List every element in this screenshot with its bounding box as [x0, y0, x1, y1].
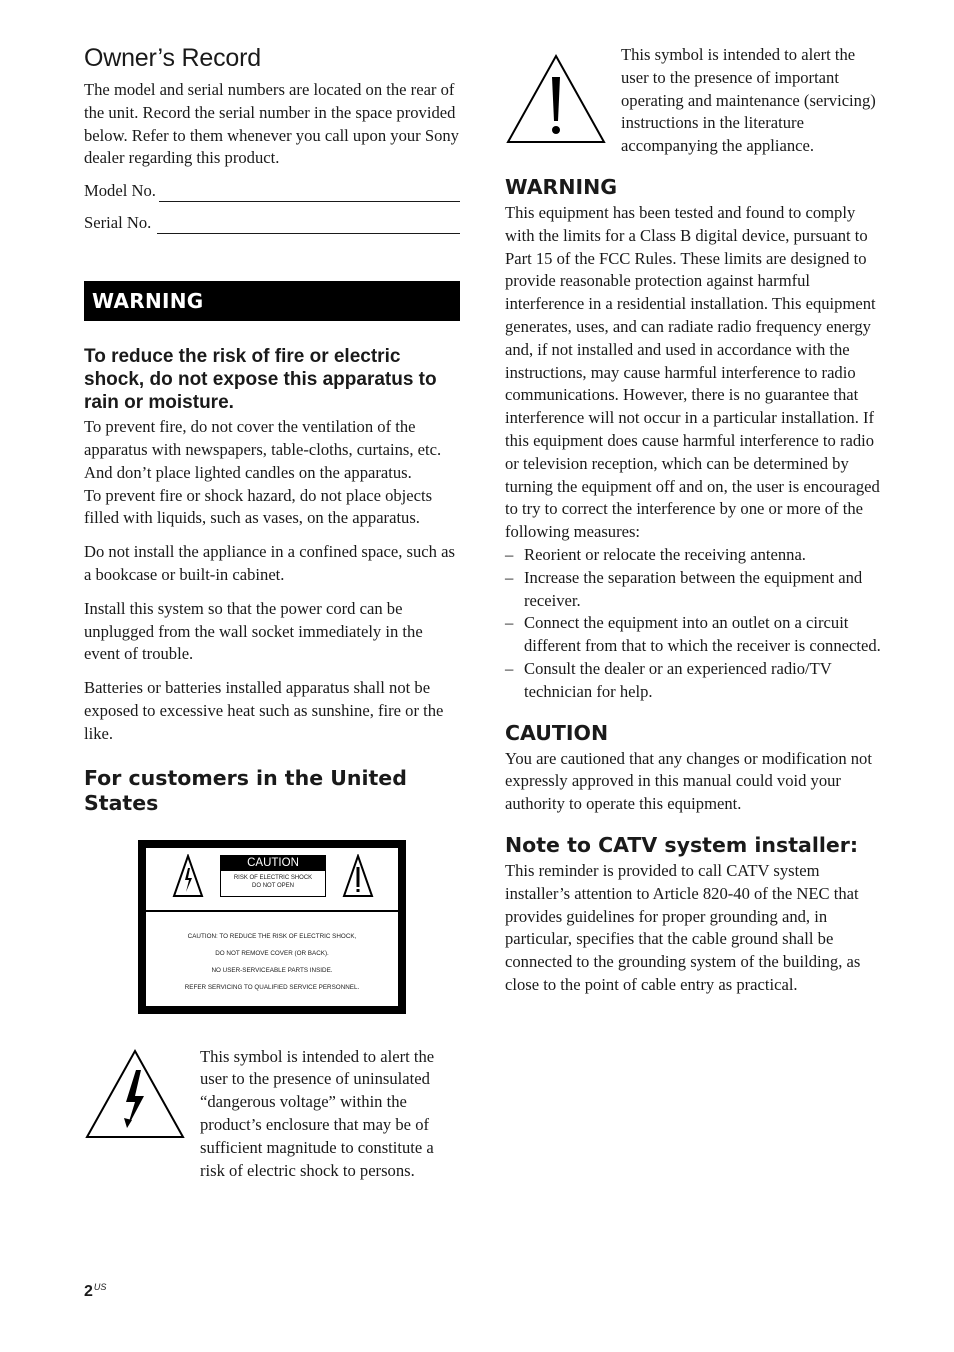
- list-item: – Connect the equipment into an outlet on a circuit different from that to which the receiver is connected.: [505, 612, 881, 658]
- fcc-warning-heading: WARNING: [505, 174, 618, 199]
- warning-banner: [84, 281, 460, 321]
- list-item: – Consult the dealer or an experienced radio/TV technician for help.: [505, 658, 881, 704]
- exclamation-symbol-row: [505, 44, 881, 158]
- serial-number-field: [84, 212, 460, 234]
- exclamation-triangle-icon: [505, 44, 621, 158]
- caution-label-line-1: CAUTION: TO REDUCE THE RISK OF ELECTRIC SHOCK,: [187, 932, 357, 940]
- fcc-measures-list: [505, 544, 881, 704]
- caution-label-line-2: DO NOT REMOVE COVER (OR BACK).: [215, 949, 329, 957]
- voltage-symbol-text: This symbol is intended to alert the user to the presence of uninsulated “dangerous voltage” within the product’s enclosure that may be of sufficient magnitude to constitute a risk of electric shock to persons.: [200, 1046, 435, 1180]
- model-number-label: Model No.: [84, 181, 156, 201]
- caution-label-top: [146, 848, 398, 912]
- page-number-value: 2: [84, 1283, 93, 1300]
- serial-number-label: Serial No.: [84, 213, 152, 233]
- owners-record-body: The model and serial numbers are located on the rear of the unit. Record the serial number in the space provided below. Refer to them whenever you call upon your Sony dealer regarding this product.: [84, 80, 459, 168]
- caution-label-text: [146, 928, 398, 996]
- caution-body: You are cautioned that any changes or modification not expressly approved in this manual could void your authority to operate this equipment.: [505, 748, 872, 814]
- list-item: – Reorient or relocate the receiving antenna.: [505, 544, 881, 567]
- page-number: [84, 1282, 106, 1301]
- caution-heading: CAUTION: [505, 720, 609, 745]
- model-number-field: [84, 180, 460, 202]
- owners-record-title: Owner’s Record: [84, 44, 261, 72]
- model-number-blank: [159, 185, 460, 202]
- caution-label-inner: [146, 848, 398, 1006]
- caution-label-line-4: REFER SERVICING TO QUALIFIED SERVICE PERSONNEL.: [184, 983, 360, 991]
- left-column: [84, 44, 460, 1182]
- serial-number-blank: [157, 217, 460, 234]
- lightning-triangle-icon: [84, 1046, 200, 1183]
- power-cord-text: Install this system so that the power cord can be unplugged from the wall socket immediately in the event of trouble.: [84, 598, 423, 664]
- caution-label-graphic: [138, 840, 406, 1014]
- exclamation-symbol-text: This symbol is intended to alert the user to the presence of important operating and maintenance (servicing) instructions in the literature accompanying the appliance.: [621, 45, 876, 156]
- confined-space-text: Do not install the appliance in a confined space, such as a bookcase or built-in cabinet.: [84, 542, 455, 584]
- caution-label-sub-1: RISK OF ELECTRIC SHOCK: [233, 874, 313, 881]
- catv-heading: Note to CATV system installer:: [505, 832, 859, 857]
- caution-label-line-3: NO USER-SERVICEABLE PARTS INSIDE.: [211, 966, 333, 974]
- liquid-hazard-text: To prevent fire or shock hazard, do not place objects filled with liquids, such as vases, on the apparatus.: [84, 485, 433, 528]
- warning-banner-label: WARNING: [92, 289, 204, 314]
- fcc-warning-body: This equipment has been tested and found to comply with the limits for a Class B digital device, pursuant to Part 15 of the FCC Rules. These limits are designed to provide reasonable protection against harmful interference in a residential installation. This equipment generates, uses, and can radiate radio frequency energy and, if not installed and used in accordance with the instructions, may cause harmful interference to radio communications. However, there is no guarantee that interference will not occur in a particular installation. If this equipment does cause harmful interference to radio or television reception, which can be determined by turning the equipment off and on, the user is encouraged to try to correct the interference by one or more of the following measures:: [505, 202, 880, 542]
- voltage-symbol-row: [84, 1046, 460, 1183]
- risk-heading: To reduce the risk of fire or electric shock, do not expose this apparatus to rain or moisture.: [84, 346, 437, 414]
- page-number-suffix: US: [93, 1282, 107, 1292]
- right-column: [505, 44, 881, 997]
- caution-label-title: CAUTION: [221, 856, 325, 871]
- list-item: – Increase the separation between the equipment and receiver.: [505, 567, 881, 613]
- exclamation-triangle-icon: [342, 854, 374, 903]
- customers-us-heading: For customers in the United States: [84, 765, 407, 815]
- caution-label-box: [220, 855, 326, 897]
- battery-heat-text: Batteries or batteries installed apparatus shall not be exposed to excessive heat such as sunshine, fire or the like.: [84, 678, 444, 743]
- lightning-triangle-icon: [172, 854, 204, 903]
- fire-ventilation-text: To prevent fire, do not cover the ventilation of the apparatus with newspapers, table-cloths, curtains, etc. And don’t place lighted candles on the apparatus.: [84, 417, 442, 482]
- caution-label-sub-2: DO NOT OPEN: [252, 882, 294, 889]
- catv-body: This reminder is provided to call CATV system installer’s attention to Article 820-40 of the NEC that provides guidelines for proper grounding and, in particular, specifies that the cable ground shall be connected to the grounding system of the building, as close to the point of cable entry as practical.: [505, 860, 861, 994]
